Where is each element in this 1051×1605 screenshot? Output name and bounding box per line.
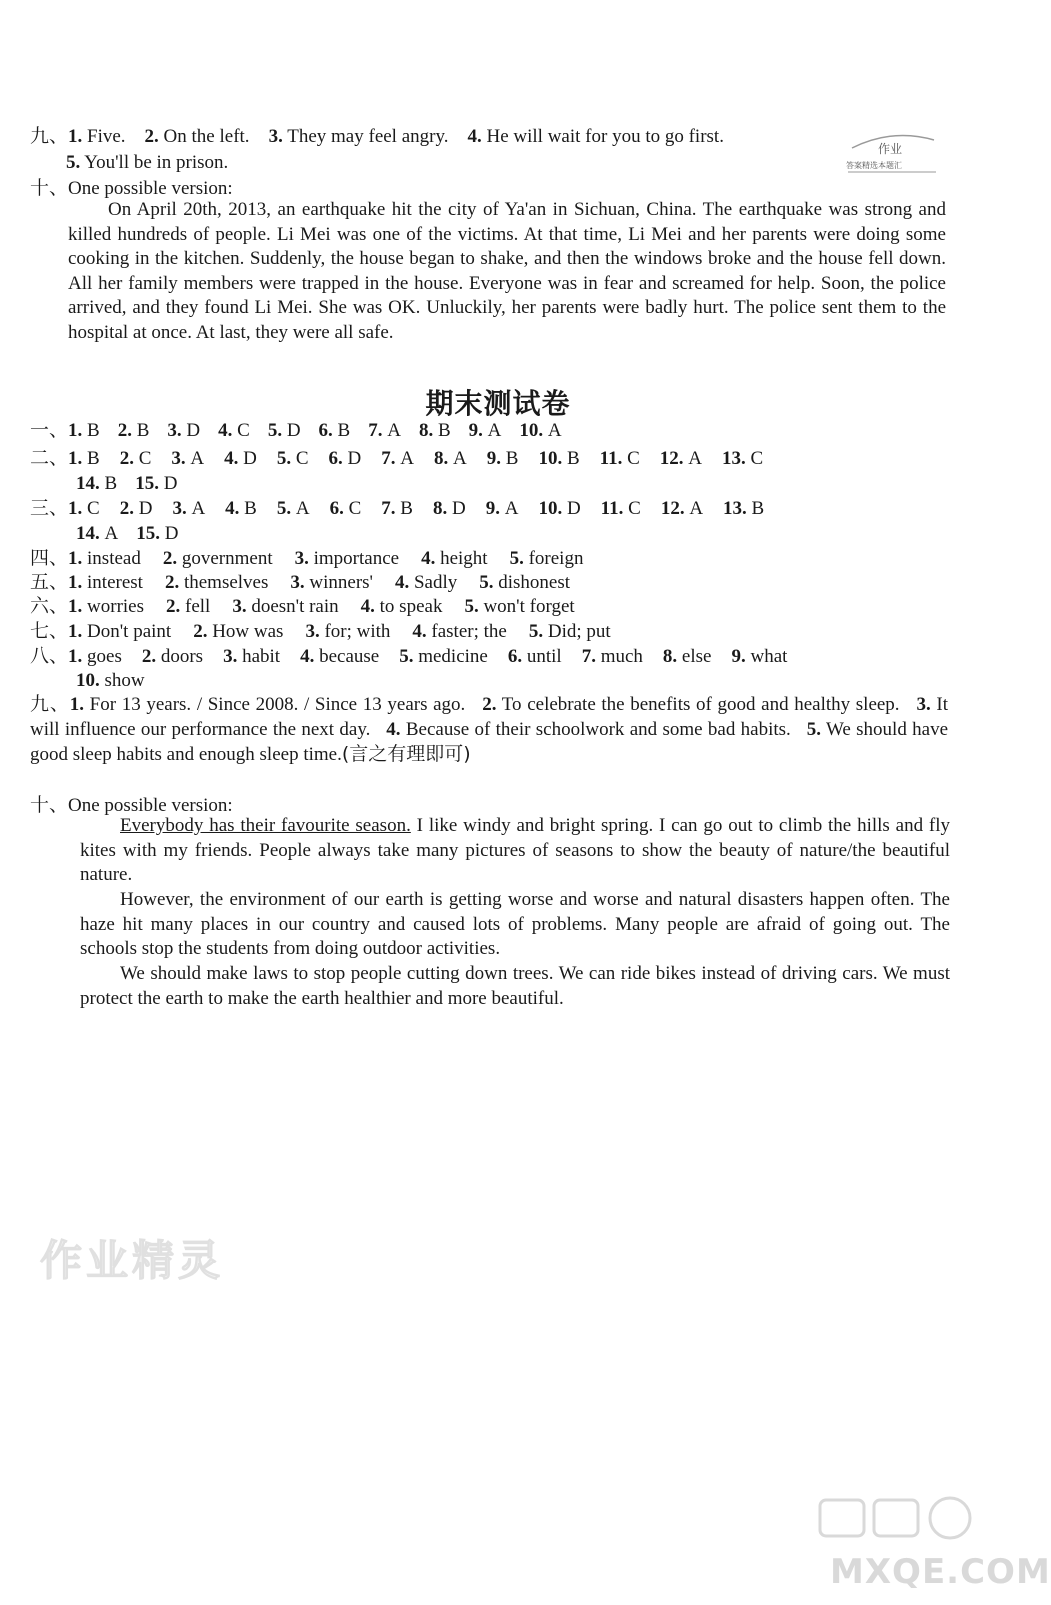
question-number: 3. <box>268 126 283 147</box>
question-number: 4. <box>386 718 401 740</box>
answer-text: On the left. <box>163 126 250 147</box>
stamp-graphic <box>842 128 942 188</box>
answer-text: A <box>387 420 401 441</box>
question-number: 7. <box>581 646 601 667</box>
answer-item <box>731 645 787 669</box>
answer-text: They may feel angry. <box>287 126 449 147</box>
answer-text: much <box>600 646 643 667</box>
question-number: 4. <box>225 498 245 519</box>
answer-text: A <box>453 448 467 469</box>
question-number: 6. <box>328 448 348 469</box>
answer-text: A <box>688 448 702 469</box>
answer-text: doors <box>160 646 204 667</box>
answer-text: A <box>487 420 502 441</box>
question-number: 8. <box>432 498 452 519</box>
section-marker: 一、 <box>30 419 69 441</box>
answer-text: dishonest <box>498 572 571 593</box>
answer-item <box>660 447 702 471</box>
question-number: 14. <box>76 523 105 544</box>
page-title: 期末测试卷 <box>425 387 571 420</box>
answer-text: C <box>138 448 152 469</box>
answer-text: faster; the <box>431 621 507 642</box>
question-number: 15. <box>136 523 165 544</box>
section-marker: 十、 <box>30 794 69 816</box>
answer-text: B <box>400 498 413 519</box>
question-number: 3. <box>223 646 243 667</box>
question-number: 3. <box>171 448 191 469</box>
answer-text: themselves <box>183 572 269 593</box>
answer-text: How was <box>212 621 284 642</box>
question-number: 3. <box>172 498 192 519</box>
answer-text: A <box>547 420 562 441</box>
answer-item <box>167 419 200 443</box>
question-number: 4. <box>467 126 482 147</box>
answer-item <box>68 547 141 571</box>
answer-text: B <box>751 498 765 519</box>
answer-item <box>163 547 273 571</box>
logo-text: MXQE.COM <box>830 1552 1051 1592</box>
question-number: 4. <box>412 621 432 642</box>
answer-text: A <box>190 448 205 469</box>
question-number: 2. <box>141 646 161 667</box>
answer-note: (言之有理即可) <box>341 743 471 766</box>
question-number: 2. <box>162 548 182 569</box>
answer-item <box>171 447 204 471</box>
answer-text: instead <box>87 548 141 569</box>
answer-item <box>464 595 574 619</box>
section-marker: 八、 <box>30 645 69 667</box>
question-number: 2. <box>117 420 137 441</box>
answer-item <box>661 497 703 521</box>
question-number: 13. <box>722 448 751 469</box>
answer-text: C <box>628 498 641 519</box>
answer-item <box>395 571 457 595</box>
question-number: 5. <box>509 548 529 569</box>
underlined-topic-sentence: Everybody has their favourite season. <box>120 815 411 836</box>
answer-item <box>479 571 570 595</box>
section-marker: 四、 <box>30 547 69 569</box>
answer-text: D <box>566 498 581 519</box>
answer-text: C <box>348 498 362 519</box>
question-number: 2. <box>164 572 184 593</box>
answer-item <box>399 645 488 669</box>
essay-paragraph-2: However, the environment of our earth is getting worse and worse and natural disasters happen often. The haze hit many places in our country and caused lots of problems. Many people are afraid of going out. The schools stop the students from doing outdoor activities. <box>80 889 950 960</box>
answer-item <box>224 447 257 471</box>
answer-text: D <box>138 498 153 519</box>
question-number: 2. <box>482 694 497 715</box>
question-number: 6. <box>329 498 349 519</box>
answer-text: else <box>681 646 712 667</box>
section7-line <box>30 619 633 644</box>
answer-text: D <box>347 448 362 469</box>
answer-item <box>166 595 210 619</box>
answer-item <box>225 497 257 521</box>
site-logo <box>790 1490 1051 1600</box>
answer-item <box>68 645 122 669</box>
question-number: 12. <box>660 498 690 519</box>
answer-text: D <box>164 523 179 544</box>
answer-text: For 13 years. / Since 2008. / Since 13 years ago. <box>89 694 466 715</box>
answer-item <box>290 571 373 595</box>
answer-item <box>68 571 143 595</box>
answer-text: A <box>689 498 704 519</box>
answer-item <box>172 497 205 521</box>
answer-item <box>381 447 414 471</box>
answer-item <box>600 447 640 471</box>
question-number: 11. <box>599 448 628 469</box>
question-number: 1. <box>69 694 85 715</box>
question-number: 12. <box>659 448 689 469</box>
section1-line <box>30 418 580 443</box>
section-marker: 九、 <box>30 125 69 147</box>
section8-line2 <box>76 669 163 693</box>
answer-text: To celebrate the benefits of good and healthy sleep. <box>501 694 900 715</box>
answer-text: show <box>104 670 145 691</box>
question-number: 4. <box>300 646 320 667</box>
question-number: 4. <box>224 448 244 469</box>
answer-text: winners' <box>309 572 373 593</box>
answer-text: Sadly <box>413 572 458 593</box>
question-number: 9. <box>731 646 751 667</box>
version-label: One possible version: <box>68 795 233 816</box>
answer-item <box>434 447 467 471</box>
question-number: 5. <box>66 152 81 173</box>
answer-text: B <box>87 420 100 441</box>
section5-line <box>30 570 592 595</box>
stamp-mark <box>842 128 942 188</box>
essay-paragraph-3: We should make laws to stop people cutting down trees. We can ride bikes instead of driving cars. We must protect the earth to make the earth healthier and more beautiful. <box>80 963 950 1009</box>
answer-text: B <box>136 420 150 441</box>
question-number: 1. <box>68 646 88 667</box>
section-marker: 二、 <box>30 447 69 469</box>
question-number: 15. <box>135 473 164 494</box>
answer-item <box>368 419 401 443</box>
answer-item <box>118 419 150 443</box>
question-number: 1. <box>68 572 88 593</box>
answer-text: We should have good sleep habits and enough sleep time. <box>30 718 949 766</box>
answer-item <box>277 447 309 471</box>
answer-text: A <box>295 498 310 519</box>
section2-line1 <box>30 446 783 471</box>
question-number: 3. <box>294 548 314 569</box>
answer-item <box>68 447 100 471</box>
question-number: 3. <box>167 420 187 441</box>
prev-section9-line1 <box>30 124 724 149</box>
answer-text: D <box>286 420 301 441</box>
answer-text: A <box>104 523 119 544</box>
answer-text: It will influence our performance the next day. <box>30 694 948 740</box>
answer-text: what <box>750 646 788 667</box>
watermark: 作业精灵 <box>40 1236 225 1285</box>
answer-item <box>508 645 562 669</box>
question-number: 9. <box>485 498 505 519</box>
answer-item <box>305 620 390 644</box>
question-number: 4. <box>421 548 441 569</box>
answer-item <box>538 497 580 521</box>
answer-text: doesn't rain <box>251 596 339 617</box>
answer-text: height <box>440 548 488 569</box>
question-number: 9. <box>468 420 488 441</box>
question-number: 2. <box>193 621 213 642</box>
answer-text: You'll be in prison. <box>84 152 229 173</box>
answer-text: because <box>319 646 380 667</box>
answer-item <box>300 645 379 669</box>
question-number: 2. <box>144 126 159 147</box>
section3-line1 <box>30 496 784 521</box>
section9-answers <box>30 692 948 768</box>
question-number: 5. <box>267 420 287 441</box>
answer-text: C <box>295 448 309 469</box>
answer-text: interest <box>87 572 143 593</box>
answer-text: Don't paint <box>87 621 172 642</box>
question-number: 5. <box>806 718 821 740</box>
answer-item <box>519 419 561 443</box>
answer-text: government <box>181 548 273 569</box>
question-number: 10. <box>519 420 548 441</box>
answer-text: B <box>437 420 451 441</box>
essay-paragraph-1 <box>80 814 950 888</box>
answer-item <box>68 419 100 443</box>
section8-line1 <box>30 644 807 669</box>
answer-item <box>510 547 584 571</box>
answer-text: B <box>87 448 100 469</box>
answer-item <box>419 419 451 443</box>
question-number: 4. <box>218 420 238 441</box>
answer-item <box>68 620 171 644</box>
question-number: 8. <box>434 448 454 469</box>
question-number: 6. <box>318 420 338 441</box>
answer-text: habit <box>242 646 281 667</box>
question-number: 5. <box>276 448 296 469</box>
question-number: 3. <box>290 572 310 593</box>
answer-text: C <box>87 498 100 519</box>
answer-item <box>76 522 118 546</box>
answer-text: C <box>750 448 764 469</box>
stamp-text: 作业 <box>878 142 903 156</box>
answer-item <box>68 497 100 521</box>
answer-item <box>582 645 643 669</box>
paragraph-text: I like windy and bright spring. I can go out to climb the hills and fly kites with my friends. People always take many pictures of seasons to show the beauty of nature/the beautiful nature. <box>80 815 951 886</box>
answer-text: B <box>104 473 118 494</box>
section6-line <box>30 594 597 619</box>
question-number: 9. <box>486 448 506 469</box>
answer-text: Five. <box>87 126 126 147</box>
question-number: 6. <box>507 646 527 667</box>
answer-item <box>136 522 178 546</box>
prev-essay: On April 20th, 2013, an earthquake hit the city of Ya'an in Sichuan, China. The earthquake was strong and killed hundreds of people. Li Mei was one of the victims. At that time, Li Mei and her parents were doing some cooking in the kitchen. Suddenly, the house began to shake, and then the windows broke and the house fell down. All her family members were trapped in the house. Everyone was in fear and screamed for help. Soon, the police arrived, and they found Li Mei. She was OK. Unluckily, her parents were badly hurt. The police sent them to the hospital at once. At last, they were all safe. <box>68 199 946 343</box>
answer-text: C <box>237 420 250 441</box>
question-number: 5. <box>479 572 499 593</box>
question-number: 14. <box>76 473 105 494</box>
question-number: 5. <box>276 498 296 519</box>
section-marker: 七、 <box>30 620 69 642</box>
question-number: 1. <box>68 498 88 519</box>
answer-text: He will wait for you to go first. <box>486 126 724 147</box>
question-number: 10. <box>76 670 105 691</box>
question-number: 2. <box>119 498 139 519</box>
prev-section9-line2 <box>66 151 228 175</box>
answer-item <box>120 447 152 471</box>
section4-line <box>30 546 605 571</box>
answer-text: fell <box>185 596 211 617</box>
question-number: 2. <box>166 596 185 617</box>
answer-item <box>120 497 153 521</box>
section-marker: 五、 <box>30 571 69 593</box>
answer-item <box>68 595 144 619</box>
answer-item <box>277 497 310 521</box>
answer-text: foreign <box>528 548 584 569</box>
answer-text: D <box>451 498 466 519</box>
answer-item <box>663 645 712 669</box>
answer-text: A <box>400 448 415 469</box>
answer-text: Did; put <box>547 621 611 642</box>
answer-text: for; with <box>324 621 391 642</box>
answer-item <box>421 547 488 571</box>
question-number: 1. <box>68 621 88 642</box>
question-number: 5. <box>464 596 484 617</box>
answer-text: C <box>627 448 640 469</box>
answer-item <box>433 497 466 521</box>
answer-text: won't forget <box>483 596 575 617</box>
section2-line2 <box>76 472 195 496</box>
question-number: 7. <box>381 448 401 469</box>
section-marker: 九、 <box>30 693 70 715</box>
answer-text: B <box>505 448 519 469</box>
question-number: 13. <box>723 498 752 519</box>
question-number: 5. <box>528 621 548 642</box>
answer-text: worries <box>87 596 144 617</box>
answer-item <box>76 472 117 496</box>
answer-item <box>601 497 641 521</box>
answer-item <box>487 447 519 471</box>
answer-item <box>329 447 362 471</box>
answer-item <box>193 620 283 644</box>
question-number: 8. <box>662 646 682 667</box>
question-number: 5. <box>399 646 419 667</box>
answer-text: A <box>191 498 206 519</box>
question-number: 3. <box>916 694 931 715</box>
answer-item <box>486 497 519 521</box>
answer-item <box>412 620 506 644</box>
question-number: 1. <box>68 596 88 617</box>
answer-item <box>330 497 362 521</box>
answer-item <box>165 571 268 595</box>
section3-line2 <box>76 522 196 546</box>
answer-text: D <box>186 420 201 441</box>
answer-item <box>142 645 203 669</box>
question-number: 3. <box>305 621 325 642</box>
answer-item <box>469 419 502 443</box>
answer-item <box>295 547 399 571</box>
answer-text: B <box>337 420 351 441</box>
question-number: 1. <box>68 420 88 441</box>
section-marker: 三、 <box>30 497 69 519</box>
answer-text: medicine <box>418 646 488 667</box>
question-number: 1. <box>68 548 88 569</box>
section-marker: 六、 <box>30 595 69 617</box>
answer-item <box>381 497 413 521</box>
question-number: 10. <box>538 448 567 469</box>
answer-item <box>722 447 763 471</box>
question-number: 1. <box>68 448 88 469</box>
answer-item <box>319 419 351 443</box>
answer-text: importance <box>313 548 400 569</box>
question-number: 7. <box>368 420 388 441</box>
question-number: 2. <box>119 448 139 469</box>
section-marker: 十、 <box>30 177 69 199</box>
answer-item <box>218 419 250 443</box>
answer-item <box>135 472 177 496</box>
answer-item <box>538 447 579 471</box>
answer-text: A <box>504 498 519 519</box>
answer-text: B <box>566 448 580 469</box>
question-number: 10. <box>538 498 567 519</box>
answer-item <box>76 669 145 693</box>
answer-item <box>223 645 280 669</box>
answer-item <box>361 595 443 619</box>
question-number: 3. <box>232 596 252 617</box>
question-number: 4. <box>360 596 380 617</box>
question-number: 4. <box>394 572 414 593</box>
answer-text: goes <box>87 646 122 667</box>
answer-text: until <box>526 646 562 667</box>
answer-text: Because of their schoolwork and some bad habits. <box>405 718 791 740</box>
answer-text: D <box>243 448 257 469</box>
answer-item <box>529 620 611 644</box>
answer-text: D <box>163 473 178 494</box>
answer-text: B <box>244 498 257 519</box>
question-number: 1. <box>68 126 83 147</box>
answer-item <box>232 595 338 619</box>
question-number: 11. <box>600 498 629 519</box>
question-number: 7. <box>381 498 401 519</box>
question-number: 8. <box>418 420 438 441</box>
answer-item <box>268 419 301 443</box>
stamp-subtext: 答案精选本题汇 <box>846 161 902 170</box>
version-label: One possible version: <box>68 178 233 199</box>
answer-text: to speak <box>379 596 443 617</box>
answer-item <box>723 497 764 521</box>
